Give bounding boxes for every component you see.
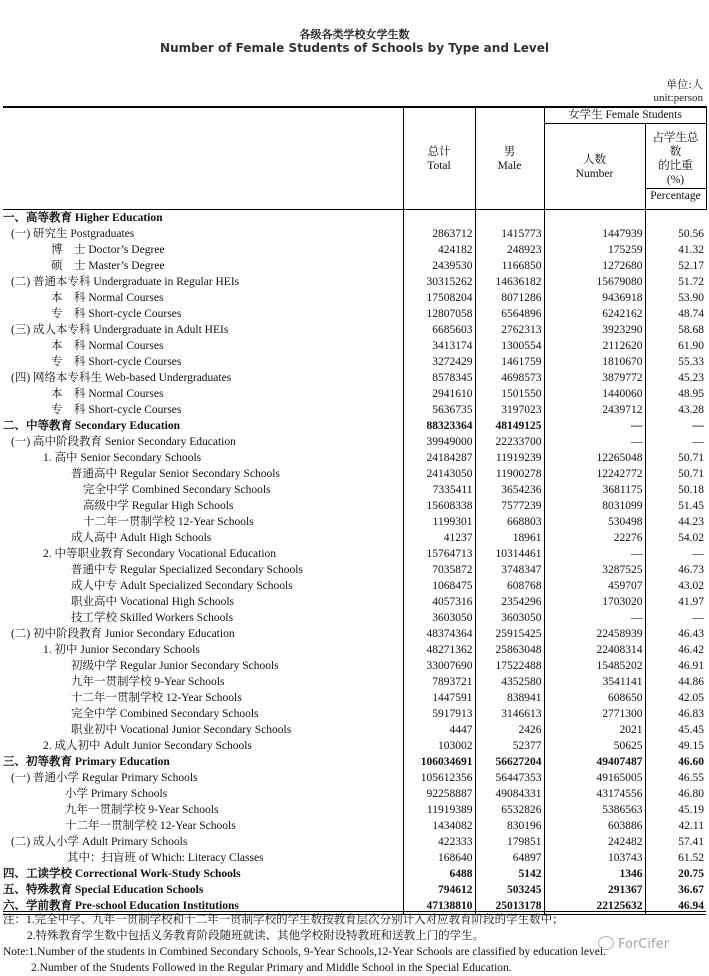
row-percentage: —	[645, 546, 706, 562]
row-percentage: 41.32	[645, 242, 706, 258]
row-label: 完全中学 Combined Secondary Schools	[71, 708, 259, 720]
row-percentage: 58.68	[645, 322, 706, 338]
table-row	[3, 226, 706, 242]
table-row	[3, 242, 706, 258]
watermark-text: ForCifer	[618, 937, 669, 952]
row-male: 3603050	[475, 610, 544, 626]
row-female: 15485202	[544, 658, 645, 674]
note-2-cn: 2.特殊教育学生数中包括义务教育阶段随班就读、其他学校附设特教班和送教上门的学生。	[27, 930, 485, 942]
row-total: 24143050	[403, 466, 475, 482]
row-female: 459707	[544, 578, 645, 594]
row-male: 11919239	[475, 450, 544, 466]
row-percentage: —	[645, 610, 706, 626]
table-row	[3, 466, 706, 482]
row-total: 2439530	[403, 258, 475, 274]
row-female: 12242772	[544, 466, 645, 482]
row-label: 普通高中 Regular Senior Secondary Schools	[71, 468, 280, 480]
row-female: 103743	[544, 850, 645, 866]
table-row	[3, 866, 706, 882]
table-row	[3, 770, 706, 786]
table-row	[3, 322, 706, 338]
row-total: 1199301	[403, 514, 475, 530]
row-total: 88323364	[403, 418, 475, 434]
row-percentage: 44.86	[645, 674, 706, 690]
row-label: 完全中学 Combined Secondary Schools	[83, 484, 271, 496]
row-percentage: 61.90	[645, 338, 706, 354]
row-label: 二、中等教育 Secondary Education	[3, 420, 180, 432]
row-percentage: 42.11	[645, 818, 706, 834]
row-male: 25915425	[475, 626, 544, 642]
header-total	[403, 107, 475, 210]
row-total: 1068475	[403, 578, 475, 594]
row-female: 175259	[544, 242, 645, 258]
row-percentage: 42.05	[645, 690, 706, 706]
table-row	[3, 386, 706, 402]
table-row	[3, 578, 706, 594]
row-label: (二) 普通本专科 Undergraduate in Regular HEIs	[11, 276, 240, 288]
row-female: —	[544, 610, 645, 626]
row-total: 3603050	[403, 610, 475, 626]
row-male: 22233700	[475, 434, 544, 450]
row-total: 30315262	[403, 274, 475, 290]
header-total-en: Total	[427, 159, 451, 172]
row-label: 1. 初中 Junior Secondary Schools	[43, 644, 200, 656]
row-percentage: 46.80	[645, 786, 706, 802]
table-row	[3, 450, 706, 466]
row-percentage: 20.75	[645, 866, 706, 882]
row-total: 7335411	[403, 482, 475, 498]
row-total: 424182	[403, 242, 475, 258]
row-label: 技工学校 Skilled Workers Schools	[71, 612, 234, 624]
row-percentage: 48.95	[645, 386, 706, 402]
row-percentage: —	[645, 434, 706, 450]
row-percentage: 54.02	[645, 530, 706, 546]
row-total: 103002	[403, 738, 475, 754]
row-male: 64897	[475, 850, 544, 866]
row-percentage: 43.28	[645, 402, 706, 418]
row-female: 22276	[544, 530, 645, 546]
table-row	[3, 290, 706, 306]
row-percentage: 51.72	[645, 274, 706, 290]
row-label: 普通中专 Regular Specialized Secondary Schools	[71, 564, 303, 576]
table-row	[3, 786, 706, 802]
row-male: 248923	[475, 242, 544, 258]
table-row	[3, 498, 706, 514]
row-label: (三) 成人本专科 Undergraduate in Adult HEIs	[11, 324, 229, 336]
row-male: 838941	[475, 690, 544, 706]
row-percentage: 43.02	[645, 578, 706, 594]
table-row	[3, 738, 706, 754]
table-row	[3, 354, 706, 370]
row-label: 十二年一贯制学校 12-Year Schools	[71, 692, 242, 704]
row-female: 8031099	[544, 498, 645, 514]
row-male: 2354296	[475, 594, 544, 610]
row-total: 11919389	[403, 802, 475, 818]
row-male: 503245	[475, 882, 544, 898]
row-percentage: 61.52	[645, 850, 706, 866]
row-male: 830196	[475, 818, 544, 834]
row-female: 608650	[544, 690, 645, 706]
row-male: 6564896	[475, 306, 544, 322]
row-female: 603886	[544, 818, 645, 834]
table-row	[3, 690, 706, 706]
table-row	[3, 562, 706, 578]
row-total: 15764713	[403, 546, 475, 562]
row-male: 2426	[475, 722, 544, 738]
table-body	[3, 210, 706, 915]
row-label: 1. 高中 Senior Secondary Schools	[43, 452, 202, 464]
header-pct-line2: 数	[669, 145, 682, 158]
row-female: 1272680	[544, 258, 645, 274]
table-row	[3, 546, 706, 562]
table-row	[3, 210, 706, 227]
table-row	[3, 514, 706, 530]
row-female: 1703020	[544, 594, 645, 610]
note-1-cn: 注：1.完全中学、九年一贯制学校和十二年一贯制学校的学生数按教育层次分别计入对应教育阶段的学生数中；	[3, 914, 564, 926]
row-label: (二) 初中阶段教育 Junior Secondary Education	[11, 628, 235, 640]
row-male: 3197023	[475, 402, 544, 418]
row-percentage: 49.15	[645, 738, 706, 754]
row-male: 5142	[475, 866, 544, 882]
row-total: 5636735	[403, 402, 475, 418]
row-label: 五、特殊教育 Special Education Schools	[3, 884, 204, 896]
row-total: 422333	[403, 834, 475, 850]
table-row	[3, 754, 706, 770]
row-male: 1300554	[475, 338, 544, 354]
row-percentage: 48.74	[645, 306, 706, 322]
row-label: 成人高中 Adult High Schools	[71, 532, 212, 544]
row-male: 11900278	[475, 466, 544, 482]
row-female	[544, 210, 645, 227]
row-total: 47138810	[403, 898, 475, 915]
row-percentage: 36.67	[645, 882, 706, 898]
row-percentage: 50.56	[645, 226, 706, 242]
row-total: 794612	[403, 882, 475, 898]
row-total: 6685603	[403, 322, 475, 338]
row-female: 2771300	[544, 706, 645, 722]
row-female: 530498	[544, 514, 645, 530]
row-percentage: 51.45	[645, 498, 706, 514]
row-male: 3146613	[475, 706, 544, 722]
row-label: 十二年一贯制学校 12-Year Schools	[65, 820, 236, 832]
row-female: 9436918	[544, 290, 645, 306]
row-female: 22125632	[544, 898, 645, 915]
row-percentage: 46.91	[645, 658, 706, 674]
row-percentage: 41.97	[645, 594, 706, 610]
table-header	[3, 107, 706, 210]
row-label: 职业初中 Vocational Junior Secondary Schools	[71, 724, 292, 736]
row-female: 3879772	[544, 370, 645, 386]
row-female: 1440060	[544, 386, 645, 402]
table-row	[3, 802, 706, 818]
row-label: 专 科 Short-cycle Courses	[51, 308, 182, 320]
row-female: —	[544, 434, 645, 450]
row-label: (二) 成人小学 Adult Primary Schools	[11, 836, 188, 848]
row-label: 四、工读学校 Correctional Work-Study Schools	[3, 868, 241, 880]
row-total: 17508204	[403, 290, 475, 306]
row-label: 成人中专 Adult Specialized Secondary Schools	[71, 580, 293, 592]
page-title-cn: 各级各类学校女学生数	[299, 28, 410, 41]
row-total: 15608338	[403, 498, 475, 514]
row-male: 3748347	[475, 562, 544, 578]
row-label: 专 科 Short-cycle Courses	[51, 404, 182, 416]
row-female: 49165005	[544, 770, 645, 786]
row-female: 2112620	[544, 338, 645, 354]
row-female: 2439712	[544, 402, 645, 418]
row-female: 3287525	[544, 562, 645, 578]
row-female: 5386563	[544, 802, 645, 818]
row-total: 6488	[403, 866, 475, 882]
row-female: 15679080	[544, 274, 645, 290]
row-female: —	[544, 546, 645, 562]
table-row	[3, 530, 706, 546]
row-label: 高级中学 Regular High Schools	[83, 500, 234, 512]
row-percentage	[645, 210, 706, 227]
row-total: 2863712	[403, 226, 475, 242]
header-male-cn: 男	[503, 145, 516, 158]
row-male: 608768	[475, 578, 544, 594]
table-row	[3, 850, 706, 866]
row-male: 4352580	[475, 674, 544, 690]
row-male	[475, 210, 544, 227]
watermark	[598, 936, 669, 952]
table-row	[3, 642, 706, 658]
row-female: —	[544, 418, 645, 434]
table-row	[3, 834, 706, 850]
female-students-table	[3, 106, 707, 915]
table-row	[3, 818, 706, 834]
row-percentage: 46.55	[645, 770, 706, 786]
row-label: 本 科 Normal Courses	[51, 388, 164, 400]
row-percentage: 46.60	[645, 754, 706, 770]
table-row	[3, 418, 706, 434]
row-label: 一、高等教育 Higher Education	[3, 212, 163, 224]
row-total: 24184287	[403, 450, 475, 466]
row-male: 25013178	[475, 898, 544, 915]
note-1-en: Note:1.Number of the students in Combined Secondary Schools, 9-Year Schools,12-Year Schools are classified by education level.	[3, 946, 606, 958]
row-total: 168640	[403, 850, 475, 866]
row-label: 三、初等教育 Primary Education	[3, 756, 170, 768]
row-male: 2762313	[475, 322, 544, 338]
row-male: 179851	[475, 834, 544, 850]
row-percentage: 50.71	[645, 450, 706, 466]
table-row	[3, 610, 706, 626]
header-pct-line4: (%)	[666, 173, 685, 186]
page-title-en: Number of Female Students of Schools by Type and Level	[160, 41, 549, 55]
row-label: 小学 Primary Schools	[65, 788, 168, 800]
row-total: 1447591	[403, 690, 475, 706]
header-number	[544, 124, 645, 210]
header-pct-en: Percentage	[646, 188, 706, 203]
row-label: 专 科 Short-cycle Courses	[51, 356, 182, 368]
table-row	[3, 594, 706, 610]
row-total: 39949000	[403, 434, 475, 450]
table-row	[3, 658, 706, 674]
header-number-cn: 人数	[583, 153, 606, 166]
table-row	[3, 434, 706, 450]
row-label: (一) 普通小学 Regular Primary Schools	[11, 772, 198, 784]
row-total: 1434082	[403, 818, 475, 834]
row-female: 242482	[544, 834, 645, 850]
row-female: 1447939	[544, 226, 645, 242]
wechat-icon	[598, 936, 614, 950]
row-male: 10314461	[475, 546, 544, 562]
row-label: 其中：扫盲班 of Which: Literacy Classes	[67, 852, 264, 864]
row-percentage: 55.33	[645, 354, 706, 370]
header-female-group: 女学生 Female Students	[544, 107, 706, 124]
header-pct-line3: 的比重	[658, 159, 693, 172]
table-row	[3, 258, 706, 274]
row-total: 105612356	[403, 770, 475, 786]
row-total: 3272429	[403, 354, 475, 370]
header-number-en: Number	[575, 167, 614, 180]
header-blank	[3, 107, 403, 210]
row-total: 4447	[403, 722, 475, 738]
row-female: 1346	[544, 866, 645, 882]
row-label: (一) 高中阶段教育 Senior Secondary Education	[11, 436, 236, 448]
row-label: 九年一贯制学校 9-Year Schools	[71, 676, 225, 688]
row-percentage: 46.73	[645, 562, 706, 578]
row-percentage: 45.23	[645, 370, 706, 386]
table-row	[3, 306, 706, 322]
row-female: 6242162	[544, 306, 645, 322]
header-total-cn: 总计	[427, 145, 451, 158]
row-label: 2. 成人初中 Adult Junior Secondary Schools	[43, 740, 252, 752]
row-label: 九年一贯制学校 9-Year Schools	[65, 804, 219, 816]
note-2-en: 2.Number of the Students Followed in the Regular Primary and Middle School in the Special Education.	[31, 962, 512, 974]
row-male: 6532826	[475, 802, 544, 818]
table-row	[3, 370, 706, 386]
row-male: 25863048	[475, 642, 544, 658]
row-male: 3654236	[475, 482, 544, 498]
header-male	[475, 107, 544, 210]
row-female: 1810670	[544, 354, 645, 370]
row-percentage: 45.45	[645, 722, 706, 738]
row-percentage: 53.90	[645, 290, 706, 306]
row-female: 3681175	[544, 482, 645, 498]
row-male: 52377	[475, 738, 544, 754]
row-male: 668803	[475, 514, 544, 530]
row-label: 博 士 Doctor’s Degree	[51, 244, 165, 256]
row-male: 1501550	[475, 386, 544, 402]
row-total: 12807058	[403, 306, 475, 322]
row-percentage: —	[645, 418, 706, 434]
table-row	[3, 674, 706, 690]
table-row	[3, 482, 706, 498]
row-total: 7893721	[403, 674, 475, 690]
row-label: (四) 网络本专科生 Web-based Undergraduates	[11, 372, 232, 384]
row-label: 本 科 Normal Courses	[51, 340, 164, 352]
row-total: 3413174	[403, 338, 475, 354]
unit-label-cn: 单位:人	[666, 78, 703, 91]
row-percentage: 44.23	[645, 514, 706, 530]
row-total: 2941610	[403, 386, 475, 402]
row-percentage: 45.19	[645, 802, 706, 818]
row-label: 硕 士 Master’s Degree	[51, 260, 165, 272]
row-total: 48271362	[403, 642, 475, 658]
row-label: 六、学前教育 Pre-school Education Institutions	[3, 898, 403, 915]
row-male: 49084331	[475, 786, 544, 802]
table-row	[3, 706, 706, 722]
header-pct-line1: 占学生总	[652, 131, 699, 144]
row-total: 5917913	[403, 706, 475, 722]
row-male: 1166850	[475, 258, 544, 274]
row-male: 17522488	[475, 658, 544, 674]
row-male: 8071286	[475, 290, 544, 306]
row-female: 3923290	[544, 322, 645, 338]
row-total: 7035872	[403, 562, 475, 578]
row-label: 本 科 Normal Courses	[51, 292, 164, 304]
row-label: 职业高中 Vocational High Schools	[71, 596, 235, 608]
row-percentage: 46.94	[645, 898, 706, 915]
row-female: 3541141	[544, 674, 645, 690]
row-label: 2. 中等职业教育 Secondary Vocational Education	[43, 548, 277, 560]
unit-label-en: unit:person	[653, 92, 703, 104]
row-total: 33007690	[403, 658, 475, 674]
row-total: 106034691	[403, 754, 475, 770]
row-label: (一) 研究生 Postgraduates	[11, 228, 135, 240]
row-male: 4698573	[475, 370, 544, 386]
row-percentage: 46.42	[645, 642, 706, 658]
row-total	[403, 210, 475, 227]
row-male: 1461759	[475, 354, 544, 370]
row-male: 48149125	[475, 418, 544, 434]
row-male: 18961	[475, 530, 544, 546]
table-row	[3, 626, 706, 642]
row-male: 7577239	[475, 498, 544, 514]
row-total: 8578345	[403, 370, 475, 386]
row-female: 49407487	[544, 754, 645, 770]
row-percentage: 50.18	[645, 482, 706, 498]
row-female: 12265048	[544, 450, 645, 466]
row-female: 43174556	[544, 786, 645, 802]
row-male: 1415773	[475, 226, 544, 242]
row-female: 291367	[544, 882, 645, 898]
row-female: 2021	[544, 722, 645, 738]
row-percentage: 46.43	[645, 626, 706, 642]
row-female: 22408314	[544, 642, 645, 658]
row-female: 50625	[544, 738, 645, 754]
row-male: 56447353	[475, 770, 544, 786]
row-percentage: 50.71	[645, 466, 706, 482]
table-row	[3, 274, 706, 290]
row-male: 14636182	[475, 274, 544, 290]
row-total: 41237	[403, 530, 475, 546]
row-percentage: 46.83	[645, 706, 706, 722]
header-male-en: Male	[497, 159, 522, 172]
table-row	[3, 722, 706, 738]
row-percentage: 52.17	[645, 258, 706, 274]
row-total: 92258887	[403, 786, 475, 802]
row-percentage: 57.41	[645, 834, 706, 850]
row-label: 十二年一贯制学校 12-Year Schools	[83, 516, 254, 528]
header-percentage	[645, 124, 706, 210]
table-row	[3, 338, 706, 354]
row-label: 初级中学 Regular Junior Secondary Schools	[71, 660, 279, 672]
table-row	[3, 402, 706, 418]
row-total: 4057316	[403, 594, 475, 610]
table-row	[3, 882, 706, 898]
row-male: 56627204	[475, 754, 544, 770]
row-female: 22458939	[544, 626, 645, 642]
row-total: 48374364	[403, 626, 475, 642]
